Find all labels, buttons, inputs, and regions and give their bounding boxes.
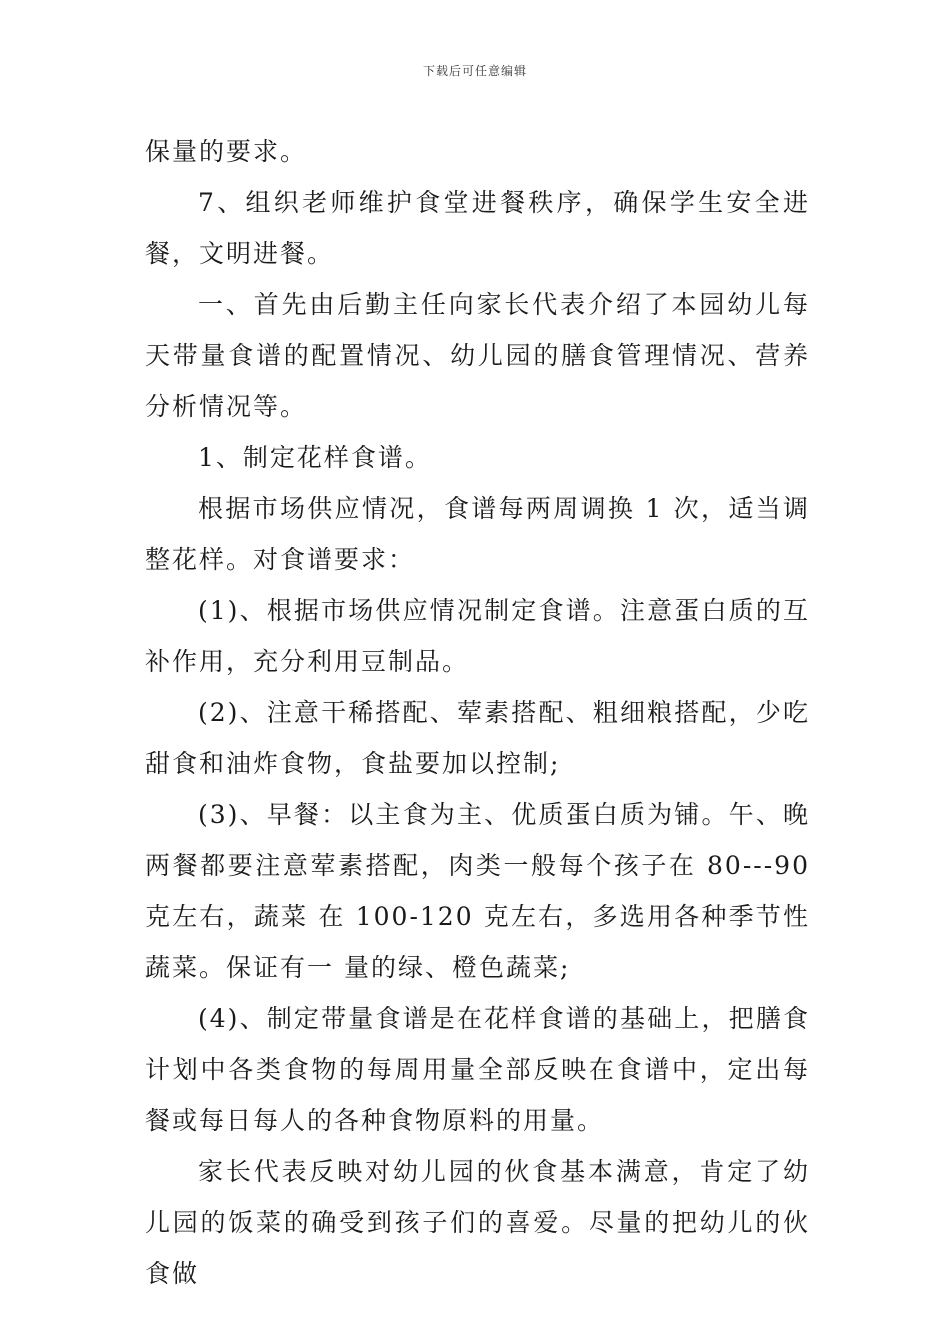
paragraph-4: 1、制定花样食谱。 xyxy=(198,443,432,472)
paragraph-3: 一、首先由后勤主任向家长代表介绍了本园幼儿每天带量食谱的配置情况、幼儿园的膳食管理情况、营养分析情况等。 xyxy=(145,290,810,421)
paragraph-7: (2)、注意干稀搭配、荤素搭配、粗细粮搭配，少吃甜食和油炸食物，食盐要加以控制; xyxy=(145,698,810,778)
paragraph-5: 根据市场供应情况，食谱每两周调换 1 次，适当调整花样。对食谱要求： xyxy=(145,494,810,574)
paragraph-8: (3)、早餐：以主食为主、优质蛋白质为铺。午、晚两餐都要注意荤素搭配，肉类一般每个孩子在 80---90 克左右，蔬菜 在 100-120 克左右，多选用各种季节性蔬菜。保证有一 量的绿、橙色蔬菜; xyxy=(145,800,810,982)
paragraph-9: (4)、制定带量食谱是在花样食谱的基础上，把膳食计划中各类食物的每周用量全部反映在食谱中，定出每餐或每日每人的各种食物原料的用量。 xyxy=(145,1004,810,1135)
paragraph-6: (1)、根据市场供应情况制定食谱。注意蛋白质的互补作用，充分利用豆制品。 xyxy=(145,596,810,676)
paragraph-2: 7、组织老师维护食堂进餐秩序，确保学生安全进餐，文明进餐。 xyxy=(145,188,810,268)
page-header: 下载后可任意编辑 xyxy=(422,64,527,78)
paragraph-10: 家长代表反映对幼儿园的伙食基本满意，肯定了幼儿园的饭菜的确受到孩子们的喜爱。尽量的把幼儿的伙食做 xyxy=(145,1157,810,1288)
document-body xyxy=(145,126,810,1299)
paragraph-1: 保量的要求。 xyxy=(145,137,308,166)
